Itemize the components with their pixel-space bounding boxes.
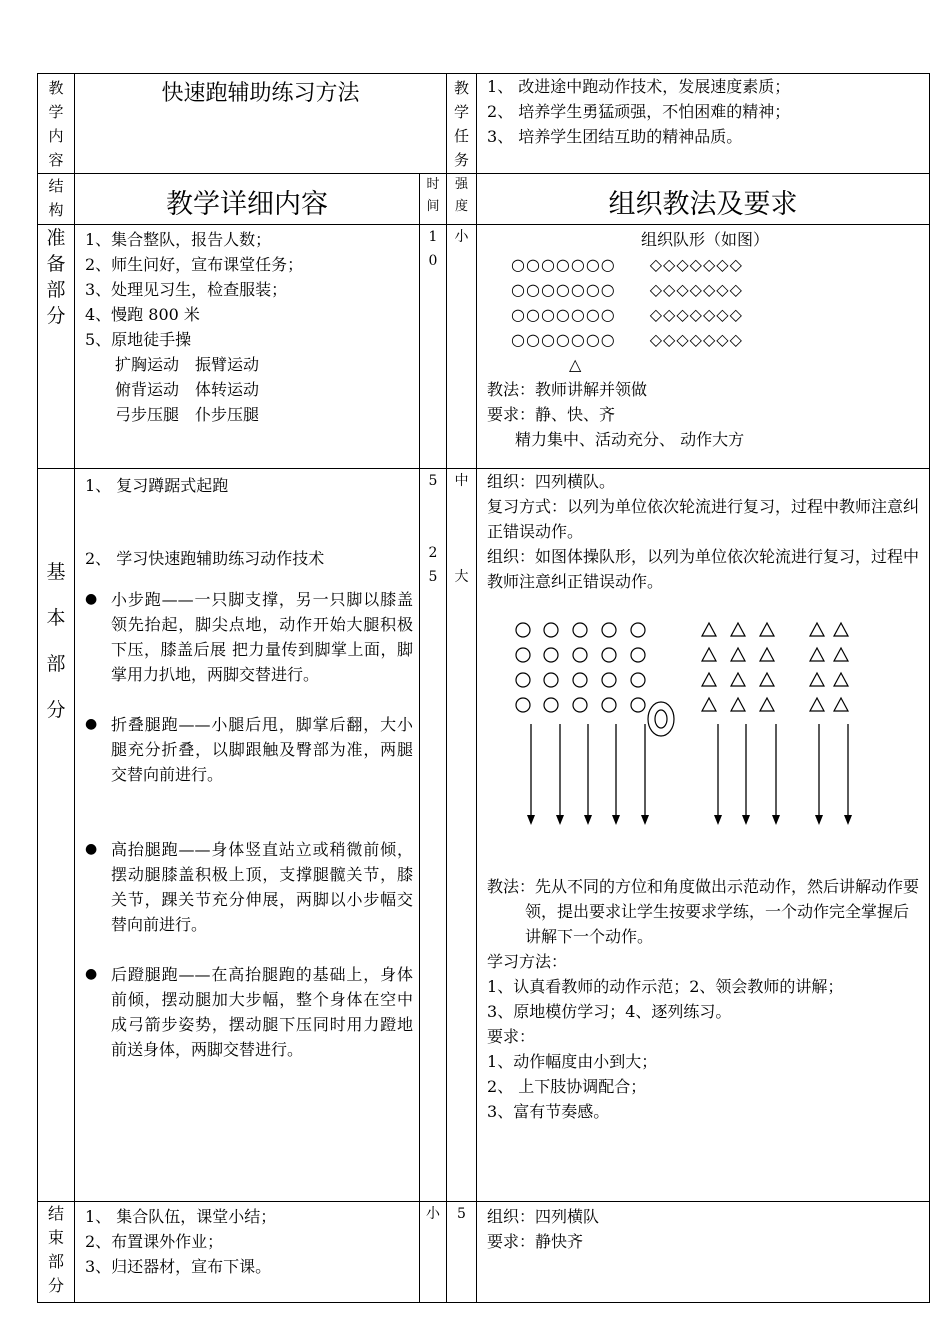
basic-row [38, 469, 930, 1202]
student-triangles [702, 623, 848, 711]
exercise-line: 弓步压腿 仆步压腿 [115, 405, 260, 424]
ending-label: 结束部分 [38, 1202, 75, 1303]
prep-label: 准备部分 [38, 225, 75, 469]
prep-row [38, 225, 930, 469]
student-triangle [731, 648, 745, 661]
prep-content [75, 225, 420, 469]
basic-review: 复习方式：以列为单位依次轮流进行复习，过程中教师注意纠正错误动作。 [487, 497, 920, 541]
student-circle [573, 698, 587, 712]
student-circle [631, 698, 645, 712]
prep-item: 4、慢跑 800 米 [85, 305, 200, 324]
basic-item-2: 2、 学习快速跑辅助练习动作技术 [85, 549, 325, 568]
student-circle [573, 623, 587, 637]
ending-item: 1、 集合队伍，课堂小结； [85, 1207, 277, 1226]
prep-requirement: 要求：静、快、齐 [487, 405, 616, 424]
ending-intensity: 5 [447, 1202, 477, 1303]
arrow-head [742, 815, 750, 825]
student-triangle [702, 673, 716, 686]
arrow-head [612, 815, 620, 825]
bullet-icon: ● [85, 716, 98, 732]
content-label: 教学内容 [38, 74, 75, 174]
drill-formation-diagram [487, 594, 923, 874]
student-circle [602, 698, 616, 712]
exercise-line: 扩胸运动 振臂运动 [115, 355, 260, 374]
study-line: 1、认真看教师的动作示范；2、领会教师的讲解； [487, 977, 844, 996]
arrow-head [527, 815, 535, 825]
prep-method-text: 教法：教师讲解并领做 [487, 380, 648, 399]
basic-org-2: 组织：如图体操队形，以列为单位依次轮流进行复习，过程中教师注意纠正错误动作。 [487, 547, 920, 591]
student-circle [602, 648, 616, 662]
student-triangle [834, 698, 848, 711]
ending-row [38, 1202, 930, 1303]
student-circle [573, 673, 587, 687]
teacher-triangle: △ [569, 355, 582, 374]
student-triangle [702, 623, 716, 636]
basic-teach: 教法：先从不同的方位和角度做出示范动作，然后讲解动作要领，提出要求让学生按要求学练，一个动作完全掌握后讲解下一个动作。 [487, 877, 920, 946]
header-row [38, 74, 930, 174]
student-circles [516, 623, 645, 712]
arrow-head [556, 815, 564, 825]
ending-org: 组织：四列横队 [487, 1207, 600, 1226]
student-triangle [760, 698, 774, 711]
prep-item: 3、处理见习生，检查服装； [85, 280, 288, 299]
student-circle [573, 648, 587, 662]
student-triangle [702, 698, 716, 711]
student-triangle [731, 623, 745, 636]
formation-title: 组织队形（如图） [641, 230, 770, 249]
student-circle [516, 698, 530, 712]
bullet-icon: ● [85, 841, 98, 857]
ending-item: 3、归还器材，宣布下课。 [85, 1257, 272, 1276]
ending-method [477, 1202, 930, 1303]
ending-req: 要求：静快齐 [487, 1232, 584, 1251]
drill-text: 后蹬腿跑——在高抬腿跑的基础上，身体前倾，摆动腿加大步幅，整个身体在空中成弓箭步姿势，摆动腿下压同时用力蹬地前送身体，两脚交替进行。 [111, 965, 413, 1059]
student-triangle [731, 673, 745, 686]
task-label: 教学任务 [447, 74, 477, 174]
student-triangle [810, 648, 824, 661]
drill-text: 折叠腿跑——小腿后甩，脚掌后翻，大小腿充分折叠，以脚跟触及臀部为准，两腿交替向前进行。 [111, 715, 413, 784]
student-circle [631, 623, 645, 637]
drill-text: 小步跑——一只脚支撑，另一只脚以膝盖领先抬起，脚尖点地，动作开始大腿积极下压，膝盖后展 把力量传到脚掌上面，脚掌用力扒地，两脚交替进行。 [111, 590, 413, 684]
prep-item: 1、集合整队，报告人数； [85, 230, 272, 249]
basic-time [420, 469, 447, 1202]
drill-item [85, 712, 413, 787]
task-item: 2、 培养学生勇猛顽强，不怕困难的精神； [487, 102, 791, 121]
req-title: 要求： [487, 1027, 536, 1046]
prep-item: 5、原地徒手操 [85, 330, 192, 349]
drill-item [85, 587, 413, 687]
prep-item: 2、师生问好，宣布课堂任务； [85, 255, 304, 274]
arrow-head [772, 815, 780, 825]
basic-label: 基本部分 [38, 469, 75, 1202]
student-triangle [810, 698, 824, 711]
ending-time: 小 [420, 1202, 447, 1303]
formation-row: ○○○○○○○ ◇◇◇◇◇◇◇ [511, 330, 743, 349]
task-item: 3、 培养学生团结互助的精神品质。 [487, 127, 743, 146]
student-triangle [760, 648, 774, 661]
study-line: 3、原地模仿学习；4、逐列练习。 [487, 1002, 732, 1021]
formation-row: ○○○○○○○ ◇◇◇◇◇◇◇ [511, 280, 743, 299]
arrow-head [844, 815, 852, 825]
prep-time: 10 [420, 225, 447, 469]
task-list [477, 74, 930, 174]
student-triangle [731, 698, 745, 711]
student-triangle [834, 623, 848, 636]
basic-intensity [447, 469, 477, 1202]
basic-intensity-1: 中 [454, 473, 469, 489]
student-circle [544, 698, 558, 712]
ending-item: 2、布置课外作业； [85, 1232, 224, 1251]
arrow-head [815, 815, 823, 825]
basic-content [75, 469, 420, 1202]
basic-org-1: 组织：四列横队。 [487, 472, 616, 491]
prep-requirement-2: 精力集中、活动充分、 动作大方 [515, 430, 745, 449]
exercise-line: 俯背运动 体转运动 [115, 380, 260, 399]
teacher-target-icon [648, 702, 674, 736]
drill-item [85, 962, 413, 1062]
study-title: 学习方法： [487, 952, 568, 971]
drill-text: 高抬腿跑——身体竖直站立或稍微前倾，摆动腿膝盖积极上顶，支撑腿髋关节，膝关节，踝关节充分伸展，两脚以小步幅交替向前进行。 [111, 840, 413, 934]
student-triangle [760, 623, 774, 636]
method-header: 组织教法及要求 [477, 174, 930, 225]
basic-time-1: 5 [428, 473, 438, 489]
basic-method [477, 469, 930, 1202]
bullet-icon: ● [85, 591, 98, 607]
student-circle [544, 673, 558, 687]
content-header: 教学详细内容 [75, 174, 420, 225]
student-circle [602, 673, 616, 687]
student-circle [516, 648, 530, 662]
req-line: 2、 上下肢协调配合； [487, 1077, 647, 1096]
student-circle [544, 623, 558, 637]
lesson-plan-table [37, 73, 930, 1303]
req-line: 1、动作幅度由小到大； [487, 1052, 658, 1071]
drill-item [85, 837, 413, 937]
arrow-head [584, 815, 592, 825]
student-triangle [810, 673, 824, 686]
formation-row: ○○○○○○○ ◇◇◇◇◇◇◇ [511, 305, 743, 324]
prep-method [477, 225, 930, 469]
run-direction-arrows [527, 724, 852, 825]
column-header-row [38, 174, 930, 225]
formation-row: ○○○○○○○ ◇◇◇◇◇◇◇ [511, 255, 743, 274]
time-header: 时间 [420, 174, 447, 225]
basic-intensity-2: 大 [454, 569, 469, 585]
student-triangle [760, 673, 774, 686]
student-circle [602, 623, 616, 637]
arrow-head [714, 815, 722, 825]
basic-item-1: 1、 复习蹲踞式起跑 [85, 476, 229, 495]
structure-header: 结构 [38, 174, 75, 225]
student-circle [516, 623, 530, 637]
student-triangle [834, 648, 848, 661]
student-circle [516, 673, 530, 687]
student-circle [544, 648, 558, 662]
lesson-title: 快速跑辅助练习方法 [75, 74, 447, 174]
student-triangle [702, 648, 716, 661]
req-line: 3、富有节奏感。 [487, 1102, 610, 1121]
ending-content [75, 1202, 420, 1303]
intensity-header: 强度 [447, 174, 477, 225]
student-circle [631, 648, 645, 662]
student-circle [631, 673, 645, 687]
basic-time-2: 25 [428, 545, 438, 585]
student-triangle [810, 623, 824, 636]
arrow-head [641, 815, 649, 825]
task-item: 1、 改进途中跑动作技术，发展速度素质； [487, 77, 791, 96]
student-triangle [834, 673, 848, 686]
prep-intensity: 小 [447, 225, 477, 469]
bullet-icon: ● [85, 966, 98, 982]
